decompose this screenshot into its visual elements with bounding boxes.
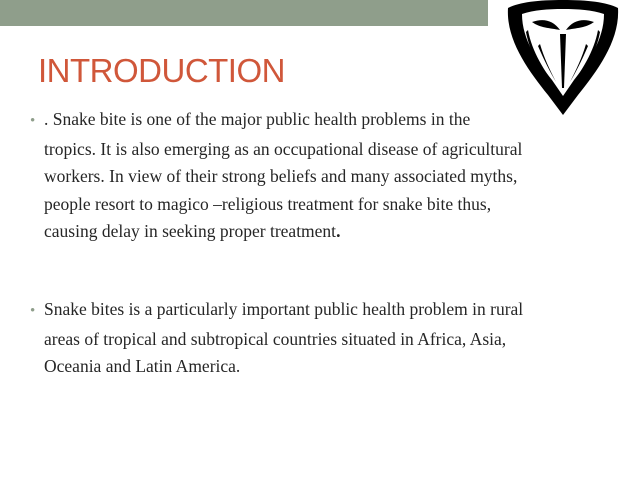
- bullet-text: . Snake bite is one of the major public health problems in the: [44, 109, 471, 129]
- bullet-text: areas of tropical and subtropical countries situated in Africa, Asia,: [44, 328, 507, 349]
- bullet-line: [30, 106, 610, 136]
- bullet-text: tropics. It is also emerging as an occupational disease of agricultural: [44, 138, 523, 159]
- bullet-item-1: [30, 106, 610, 246]
- bullet-line: [30, 163, 610, 191]
- slide-title: INTRODUCTION: [38, 52, 285, 89]
- bullet-line: [30, 296, 610, 326]
- bullet-marker: •: [30, 303, 36, 319]
- bold-period: .: [336, 221, 341, 241]
- bullet-text: people resort to magico –religious treatment for snake bite thus,: [44, 193, 492, 214]
- bullet-text: workers. In view of their strong beliefs and many associated myths,: [44, 166, 518, 186]
- bullet-marker: •: [30, 113, 36, 129]
- bullet-item-2: [30, 296, 610, 381]
- bullet-text: Oceania and Latin America.: [44, 356, 241, 376]
- bullet-text: causing delay in seeking proper treatment: [44, 221, 337, 241]
- snake-head-icon: [488, 0, 638, 120]
- bullet-line: [30, 218, 610, 246]
- bullet-line: [30, 191, 610, 219]
- bullet-line: [30, 136, 610, 164]
- bullet-line: [30, 326, 610, 354]
- bullet-text: Snake bites is a particularly important public health problem in rural: [44, 299, 524, 319]
- bullet-line: [30, 353, 610, 381]
